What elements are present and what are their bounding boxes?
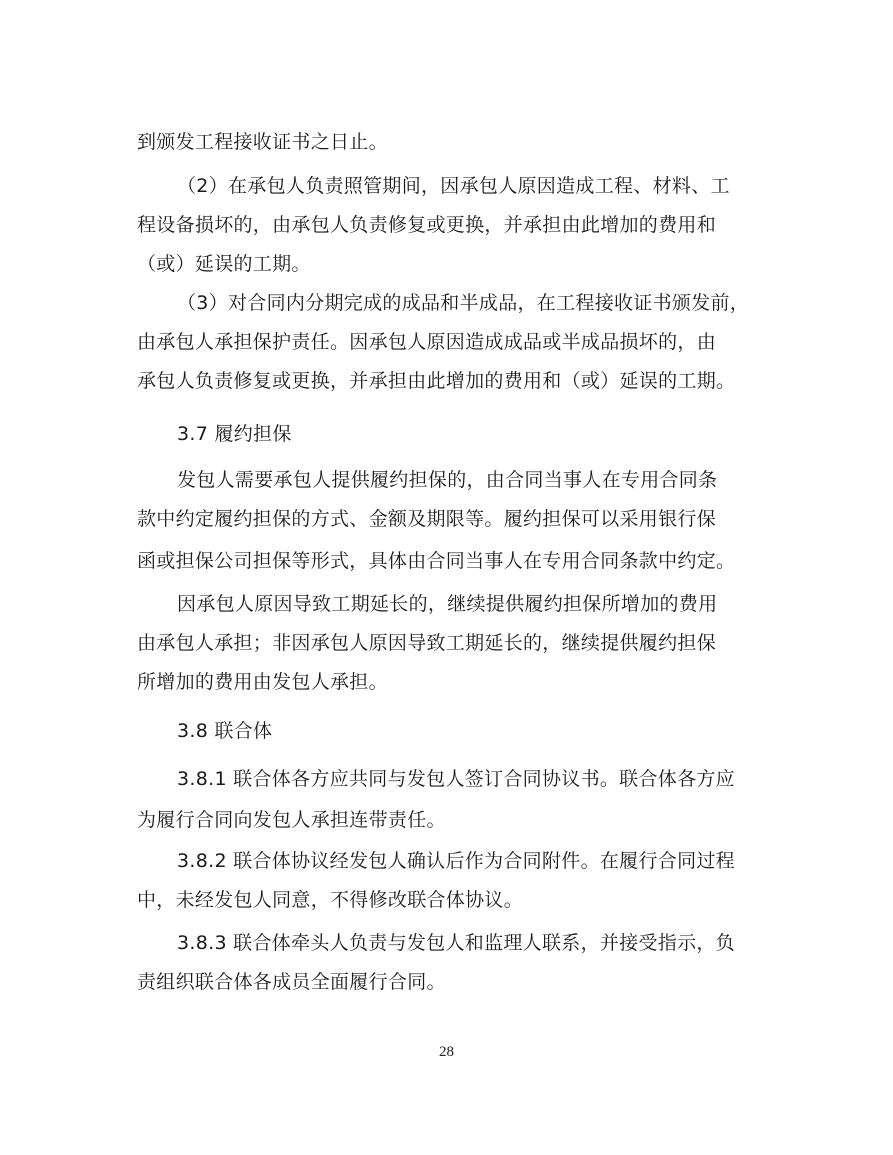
body-text-line: 因承包人原因导致工期延长的，继续提供履约担保所增加的费用 bbox=[177, 593, 718, 615]
body-text-line: 由承包人承担；非因承包人原因导致工期延长的，继续提供履约担保 bbox=[137, 632, 717, 654]
body-text-line: 程设备损坏的，由承包人负责修复或更换，并承担由此增加的费用和 bbox=[137, 214, 717, 236]
body-text-line: 责组织联合体各成员全面履行合同。 bbox=[137, 971, 446, 993]
page-number: 28 bbox=[439, 1044, 454, 1060]
body-text-line: 3.8.2 联合体协议经发包人确认后作为合同附件。在履行合同过程 bbox=[177, 850, 735, 872]
body-text-line: 发包人需要承包人提供履约担保的，由合同当事人在专用合同条 bbox=[177, 469, 718, 491]
section-heading-3-7: 3.7 履约担保 bbox=[177, 423, 292, 445]
body-text-line: 函或担保公司担保等形式，具体由合同当事人在专用合同条款中约定。 bbox=[137, 550, 736, 572]
body-text-line: （3）对合同内分期完成的成品和半成品，在工程接收证书颁发前， bbox=[177, 292, 750, 314]
body-text-line: 由承包人承担保护责任。因承包人原因造成成品或半成品损坏的，由 bbox=[137, 331, 717, 353]
body-text-line: （或）延误的工期。 bbox=[137, 253, 311, 275]
body-text-line: 3.8.1 联合体各方应共同与发包人签订合同协议书。联合体各方应 bbox=[177, 768, 735, 790]
body-text-line: 为履行合同向发包人承担连带责任。 bbox=[137, 809, 446, 831]
section-heading-3-8: 3.8 联合体 bbox=[177, 720, 273, 742]
body-text-line: 中，未经发包人同意，不得修改联合体协议。 bbox=[137, 889, 524, 911]
body-text-line: （2）在承包人负责照管期间，因承包人原因造成工程、材料、工 bbox=[177, 175, 730, 197]
body-text-line: 所增加的费用由发包人承担。 bbox=[137, 671, 388, 693]
body-text-line: 到颁发工程接收证书之日止。 bbox=[137, 131, 388, 153]
body-text-line: 3.8.3 联合体牵头人负责与发包人和监理人联系，并接受指示，负 bbox=[177, 932, 735, 954]
body-text-line: 款中约定履约担保的方式、金额及期限等。履约担保可以采用银行保 bbox=[137, 508, 717, 530]
body-text-line: 承包人负责修复或更换，并承担由此增加的费用和（或）延误的工期。 bbox=[137, 370, 736, 392]
